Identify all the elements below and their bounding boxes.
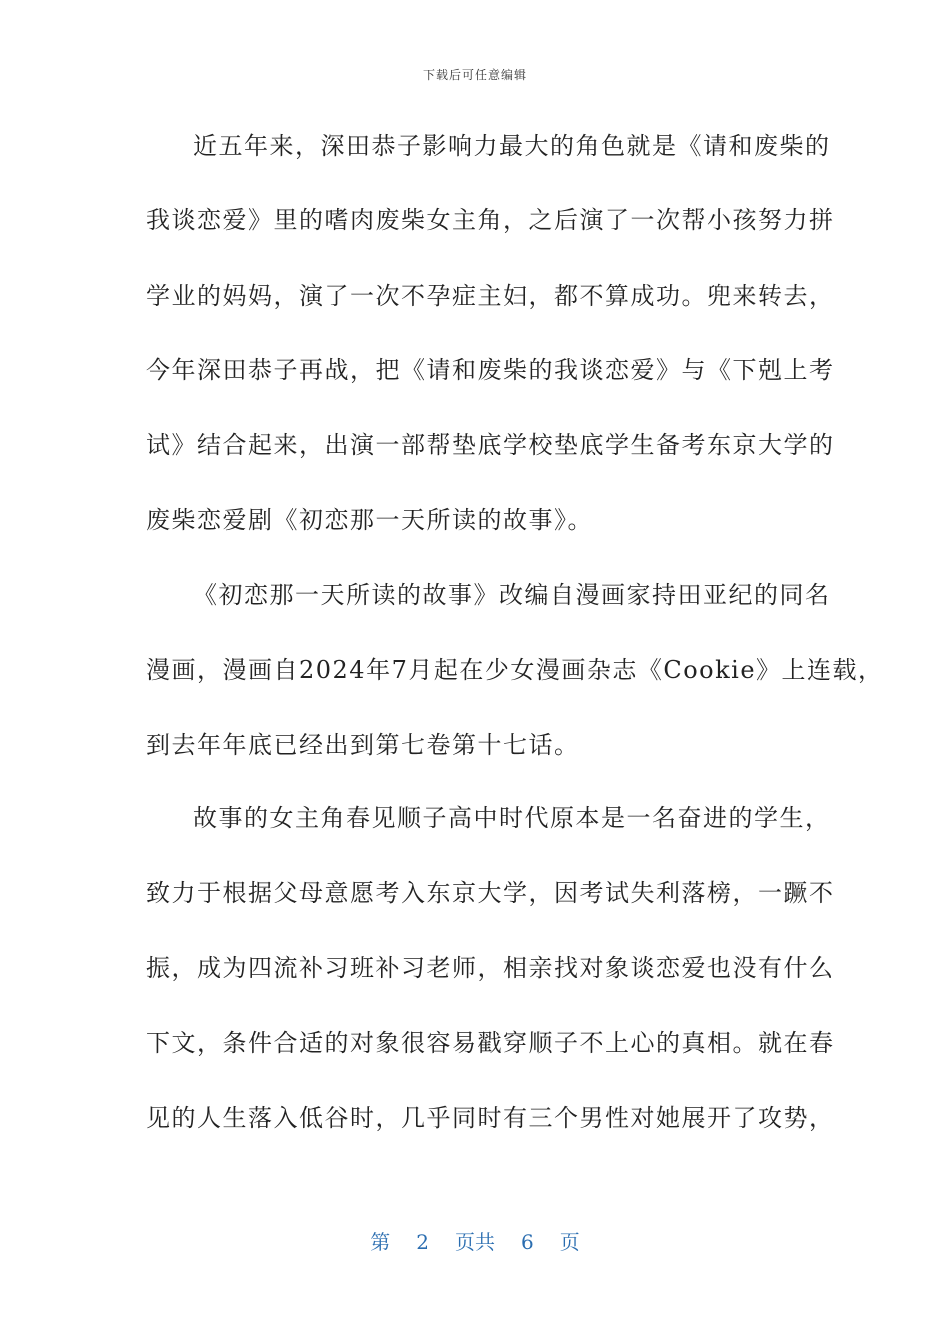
paragraph-2-line-2: 漫画，漫画自2024年7月起在少女漫画杂志《Cookie》上连载， (146, 656, 884, 684)
paragraph-3-line-1: 故事的女主角春见顺子高中时代原本是一名奋进的学生， (193, 804, 831, 832)
page-footer (0, 1226, 950, 1255)
header-note: 下载后可任意编辑 (422, 68, 527, 82)
paragraph-1-line-5: 试》结合起来，出演一部帮垫底学校垫底学生备考东京大学的 (146, 431, 835, 459)
footer-total-pages: 6 (521, 1230, 534, 1254)
paragraph-2-line-1: 《初恋那一天所读的故事》改编自漫画家持田亚纪的同名 (193, 581, 831, 609)
footer-page-number: 2 (416, 1230, 429, 1254)
paragraph-1-line-4: 今年深田恭子再战，把《请和废柴的我谈恋爱》与《下剋上考 (146, 356, 835, 384)
paragraph-1-line-6: 废柴恋爱剧《初恋那一天所读的故事》。 (146, 506, 593, 534)
paragraph-3-line-4: 下文，条件合适的对象很容易戳穿顺子不上心的真相。就在春 (146, 1029, 835, 1057)
paragraph-1-line-3: 学业的妈妈，演了一次不孕症主妇，都不算成功。兜来转去， (146, 282, 835, 310)
paragraph-3-line-2: 致力于根据父母意愿考入东京大学，因考试失利落榜，一蹶不 (146, 879, 835, 907)
paragraph-1-line-1: 近五年来，深田恭子影响力最大的角色就是《请和废柴的 (193, 132, 831, 160)
paragraph-1-line-2: 我谈恋爱》里的嗜肉废柴女主角，之后演了一次帮小孩努力拼 (146, 206, 835, 234)
footer-suffix: 页 (559, 1230, 580, 1254)
footer-prefix: 第 (370, 1230, 391, 1254)
paragraph-2-line-3: 到去年年底已经出到第七卷第十七话。 (146, 731, 580, 759)
paragraph-3-line-5: 见的人生落入低谷时，几乎同时有三个男性对她展开了攻势， (146, 1104, 835, 1132)
paragraph-3-line-3: 振，成为四流补习班补习老师，相亲找对象谈恋爱也没有什么 (146, 954, 835, 982)
footer-middle: 页共 (455, 1230, 495, 1254)
